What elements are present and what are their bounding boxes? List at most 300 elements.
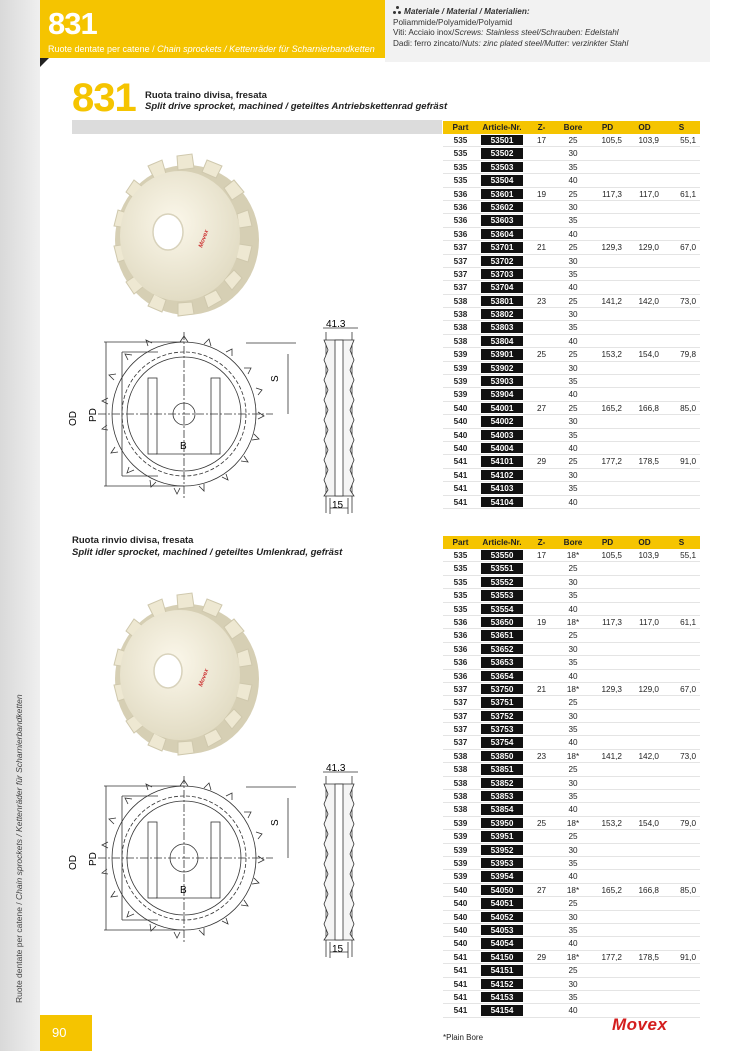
table-cell: 537	[453, 684, 468, 694]
table-cell	[589, 147, 626, 159]
table-row	[443, 603, 700, 616]
table-cell	[626, 777, 663, 789]
table-cell: 536	[453, 644, 468, 654]
table-row	[443, 201, 700, 214]
table-row	[443, 817, 700, 830]
table-cell: 25	[568, 698, 578, 708]
table-header-cell: OD	[638, 123, 651, 132]
table-cell	[626, 643, 663, 655]
table-cell: 25	[568, 832, 578, 842]
table-row	[443, 429, 700, 442]
table-cell: 537	[453, 725, 468, 735]
table-cell: 40	[568, 283, 578, 293]
table-cell	[526, 603, 557, 615]
section1-title-rest: Split drive sprocket, machined / geteiltes Antriebskettenrad gefräst	[145, 101, 448, 112]
table-cell	[663, 281, 700, 293]
article-number-cell: 54052	[481, 912, 523, 922]
table-cell	[526, 790, 557, 802]
table-row	[443, 496, 700, 509]
table-header-cell: Article-Nr.	[482, 123, 522, 132]
table-cell: 18*	[566, 551, 580, 560]
article-number-cell: 53602	[481, 202, 523, 212]
article-number-cell: 53804	[481, 336, 523, 346]
table-row	[443, 482, 700, 495]
table-cell: 536	[453, 189, 468, 199]
table-cell	[526, 964, 557, 976]
table-cell	[526, 321, 557, 333]
table-cell: 541	[453, 979, 468, 989]
table-cell	[589, 589, 626, 601]
article-number-cell: 53703	[481, 269, 523, 279]
table-cell: 117,3	[602, 617, 622, 627]
table-cell: 535	[453, 176, 468, 186]
table-cell: 541	[453, 470, 468, 480]
table-cell: 30	[568, 149, 578, 159]
table-cell	[526, 937, 557, 949]
table-cell	[589, 897, 626, 909]
materials-line-1: Poliammide/Polyamide/Polyamid	[393, 17, 513, 27]
table-cell: 18*	[566, 818, 580, 828]
table-cell	[663, 844, 700, 856]
table-row	[443, 683, 700, 696]
table-cell	[663, 857, 700, 869]
table-cell: 129,3	[601, 243, 622, 253]
table-cell	[663, 335, 700, 347]
table-row	[443, 643, 700, 656]
table-cell: 539	[453, 350, 468, 360]
table-cell: 536	[453, 216, 468, 226]
table-cell: 30	[568, 711, 578, 721]
article-number-cell: 53654	[481, 671, 523, 681]
table-cell	[626, 924, 663, 936]
table-cell	[589, 803, 626, 815]
article-number-cell: 53502	[481, 148, 523, 158]
table-header-cell: Bore	[563, 538, 583, 547]
table-cell	[589, 375, 626, 387]
table-cell	[589, 214, 626, 226]
table-cell: 538	[453, 336, 468, 346]
table-row	[443, 803, 700, 816]
article-number-cell: 54103	[481, 483, 523, 493]
table-cell	[626, 911, 663, 923]
table-cell	[626, 830, 663, 842]
idler-sprocket-table	[443, 536, 700, 1018]
materials-line-3	[393, 39, 702, 50]
table-row	[443, 375, 700, 388]
table-cell: 154,0	[638, 350, 659, 360]
table-cell	[589, 964, 626, 976]
table-row	[443, 161, 700, 174]
table-cell: 154,0	[638, 818, 659, 828]
table-cell: 540	[453, 430, 468, 440]
table-cell: 25	[536, 350, 547, 360]
table-row	[443, 348, 700, 361]
table-cell: 55,1	[680, 551, 696, 560]
table-cell: 538	[453, 751, 468, 761]
article-number-cell: 54050	[481, 885, 523, 895]
table-cell: 25	[568, 966, 578, 976]
table-cell: 40	[568, 738, 578, 748]
table-cell: 541	[453, 497, 468, 507]
table-cell	[526, 375, 557, 387]
table-cell	[589, 643, 626, 655]
sidebar-caption-rest: Chain sprockets / Kettenräder für Scharnierbandketten	[14, 694, 24, 900]
table-cell: 153,2	[601, 350, 622, 360]
table-row	[443, 736, 700, 749]
table-row	[443, 589, 700, 602]
table-cell	[663, 362, 700, 374]
article-number-cell: 53851	[481, 764, 523, 774]
section2-title-rest: Split idler sprocket, machined / geteiltes Umlenkrad, gefräst	[72, 547, 343, 558]
table-cell: 23	[536, 296, 547, 306]
article-number-cell: 54101	[481, 456, 523, 466]
table-cell: 25	[568, 564, 578, 574]
table-cell	[663, 964, 700, 976]
table-row	[443, 777, 700, 790]
table-cell	[589, 482, 626, 494]
table-cell	[626, 375, 663, 387]
table-cell	[626, 388, 663, 400]
table-row	[443, 214, 700, 227]
table-cell	[626, 442, 663, 454]
table-cell	[589, 496, 626, 508]
table-cell	[526, 978, 557, 990]
table-cell	[663, 790, 700, 802]
table-cell: 23	[536, 751, 547, 761]
table-cell	[526, 643, 557, 655]
article-number-cell: 53650	[481, 617, 523, 627]
table-header-cell: PD	[601, 123, 614, 132]
table-cell	[663, 255, 700, 267]
table-cell: 538	[453, 792, 468, 802]
table-cell: 535	[453, 136, 468, 145]
table-cell	[526, 562, 557, 574]
table-row	[443, 870, 700, 883]
table-row	[443, 897, 700, 910]
table-cell: 29	[536, 952, 547, 962]
table-cell: 539	[453, 390, 468, 400]
article-number-cell: 53852	[481, 778, 523, 788]
table-cell: 536	[453, 671, 468, 681]
drawing1-hub-label: 15	[332, 500, 344, 511]
table-cell	[663, 777, 700, 789]
table-row	[443, 562, 700, 575]
table-cell: 25	[568, 899, 578, 909]
table-cell: 91,0	[680, 952, 696, 962]
table-cell	[589, 228, 626, 240]
table-cell	[663, 469, 700, 481]
table-cell: 537	[453, 283, 468, 293]
table-cell: 537	[453, 738, 468, 748]
table-cell: 535	[453, 577, 468, 587]
table-cell	[663, 629, 700, 641]
table-cell: 25	[568, 189, 578, 199]
table-cell: 18*	[566, 885, 580, 895]
table-cell	[663, 830, 700, 842]
table-row	[443, 335, 700, 348]
article-number-cell: 53903	[481, 376, 523, 386]
table-cell: 541	[453, 1006, 468, 1016]
article-number-cell: 53853	[481, 791, 523, 801]
table-cell	[663, 415, 700, 427]
table-cell	[663, 937, 700, 949]
table-row	[443, 629, 700, 642]
table-cell: 537	[453, 243, 468, 253]
table-row	[443, 362, 700, 375]
table-cell	[663, 1004, 700, 1016]
table-row	[443, 616, 700, 629]
table-cell	[589, 255, 626, 267]
table-header-cell: Part	[452, 123, 469, 132]
table-row	[443, 415, 700, 428]
table-cell	[526, 147, 557, 159]
table-cell	[626, 201, 663, 213]
table-cell	[626, 964, 663, 976]
table-cell	[626, 321, 663, 333]
idler-sprocket-photo	[82, 587, 272, 762]
table-cell: 17	[536, 551, 547, 560]
table-cell	[626, 161, 663, 173]
table-cell	[663, 924, 700, 936]
table-cell: 538	[453, 323, 468, 333]
article-number-cell: 53954	[481, 871, 523, 881]
table-cell: 35	[568, 377, 578, 387]
table-cell	[526, 388, 557, 400]
table-cell: 30	[568, 845, 578, 855]
table-row	[443, 402, 700, 415]
svg-text:Movex: Movex	[198, 668, 211, 688]
page-number-box	[40, 1015, 92, 1051]
section1-title-it: Ruota traino divisa, fresata	[145, 90, 267, 101]
header-corner-mark	[40, 58, 49, 67]
article-number-cell: 54002	[481, 416, 523, 426]
drawing2-b-label: B	[180, 885, 187, 896]
article-number-cell: 53902	[481, 363, 523, 373]
table-cell	[589, 911, 626, 923]
table-cell	[526, 469, 557, 481]
table-row	[443, 790, 700, 803]
table-cell	[663, 803, 700, 815]
table-cell	[626, 991, 663, 1003]
table-cell	[589, 844, 626, 856]
table-row	[443, 188, 700, 201]
table-cell: 541	[453, 457, 468, 467]
table-cell	[526, 656, 557, 668]
table-cell	[663, 723, 700, 735]
article-number-cell: 54152	[481, 979, 523, 989]
table-cell	[526, 777, 557, 789]
table-cell	[626, 696, 663, 708]
table-cell	[626, 214, 663, 226]
table-cell: 40	[568, 872, 578, 882]
table-cell: 141,2	[601, 751, 622, 761]
table-cell: 536	[453, 617, 468, 627]
table-cell	[626, 228, 663, 240]
table-header-cell: Article-Nr.	[482, 538, 522, 547]
table-cell	[589, 763, 626, 775]
table-cell: 35	[568, 591, 578, 601]
article-number-cell: 53751	[481, 697, 523, 707]
table-cell	[626, 629, 663, 641]
table-cell: 35	[568, 992, 578, 1002]
table-cell: 538	[453, 778, 468, 788]
materials-line-2	[393, 28, 702, 39]
table-cell: 67,0	[680, 684, 696, 694]
table-cell	[526, 589, 557, 601]
drawing1-b-label: B	[180, 441, 187, 452]
article-number-cell: 54150	[481, 952, 523, 962]
article-number-cell: 53702	[481, 256, 523, 266]
table-cell: 117,3	[602, 189, 622, 199]
article-number-cell: 53951	[481, 831, 523, 841]
article-number-cell: 54051	[481, 898, 523, 908]
table-row	[443, 857, 700, 870]
table-cell	[589, 790, 626, 802]
article-number-cell: 53701	[481, 242, 523, 252]
table-cell: 535	[453, 604, 468, 614]
table-row	[443, 991, 700, 1004]
table-cell	[663, 442, 700, 454]
table-cell	[663, 991, 700, 1003]
plain-bore-note: *Plain Bore	[443, 1033, 484, 1042]
article-number-cell: 53952	[481, 845, 523, 855]
table-cell	[626, 496, 663, 508]
table-cell: 142,0	[638, 751, 659, 761]
table-cell: 35	[568, 162, 578, 172]
table-row	[443, 576, 700, 589]
table-cell	[526, 214, 557, 226]
table-cell: 178,5	[638, 952, 659, 962]
table-cell	[589, 870, 626, 882]
table-row	[443, 255, 700, 268]
table-cell	[589, 670, 626, 682]
table-cell	[626, 803, 663, 815]
article-number-cell: 54003	[481, 430, 523, 440]
table-header-cell: S	[678, 538, 685, 547]
section-number: 831	[72, 76, 136, 120]
table-cell	[589, 978, 626, 990]
table-cell	[526, 911, 557, 923]
table-cell	[663, 214, 700, 226]
table-cell	[526, 857, 557, 869]
table-cell	[626, 429, 663, 441]
table-cell: 540	[453, 925, 468, 935]
table-cell	[626, 844, 663, 856]
table-cell	[526, 670, 557, 682]
table-cell	[589, 321, 626, 333]
table-cell	[663, 562, 700, 574]
article-number-cell: 54004	[481, 443, 523, 453]
table-cell	[526, 763, 557, 775]
table-cell: 25	[568, 457, 578, 467]
table-cell	[589, 308, 626, 320]
table-cell	[663, 496, 700, 508]
table-cell: 19	[536, 617, 547, 627]
article-number-cell: 53601	[481, 189, 523, 199]
table-cell	[626, 562, 663, 574]
article-number-cell: 53553	[481, 590, 523, 600]
table-cell	[526, 255, 557, 267]
table-cell	[626, 857, 663, 869]
table-cell	[626, 897, 663, 909]
drawing2-hub-label: 15	[332, 944, 344, 955]
table-cell	[526, 362, 557, 374]
table-cell: 129,0	[638, 243, 659, 253]
table-row	[443, 696, 700, 709]
table-header-cell: Part	[452, 538, 469, 547]
table-cell	[663, 375, 700, 387]
table-header-row	[443, 121, 700, 134]
table-cell: 35	[568, 925, 578, 935]
drawing1-pd-label: PD	[88, 408, 99, 422]
table-cell	[663, 308, 700, 320]
table-cell	[663, 589, 700, 601]
table-cell: 535	[453, 149, 468, 159]
table-row	[443, 670, 700, 683]
table-cell: 79,0	[680, 818, 696, 828]
table-cell: 537	[453, 711, 468, 721]
table-cell: 29	[536, 457, 547, 467]
svg-text:Movex: Movex	[198, 229, 211, 249]
table-cell: 541	[453, 966, 468, 976]
table-cell	[663, 429, 700, 441]
table-cell	[526, 415, 557, 427]
table-cell	[663, 161, 700, 173]
table-row	[443, 951, 700, 964]
table-row	[443, 241, 700, 254]
table-cell: 535	[453, 551, 468, 560]
materials-line-3-it: Dadi: ferro zincato/	[393, 38, 462, 48]
table-cell	[526, 870, 557, 882]
table-row	[443, 978, 700, 991]
table-cell	[626, 790, 663, 802]
table-cell	[663, 911, 700, 923]
table-cell: 79,8	[680, 350, 696, 360]
table-row	[443, 295, 700, 308]
table-cell	[526, 161, 557, 173]
table-row	[443, 884, 700, 897]
table-cell: 540	[453, 443, 468, 453]
table-cell	[526, 924, 557, 936]
table-cell: 30	[568, 363, 578, 373]
table-cell	[589, 629, 626, 641]
table-cell	[626, 763, 663, 775]
header-subtitle	[48, 44, 375, 54]
table-row	[443, 924, 700, 937]
table-cell	[663, 710, 700, 722]
table-cell: 30	[568, 256, 578, 266]
table-cell: 535	[453, 591, 468, 601]
drive-sprocket-table	[443, 121, 700, 509]
table-cell: 25	[568, 350, 578, 360]
article-number-cell: 54104	[481, 497, 523, 507]
table-row	[443, 281, 700, 294]
table-row	[443, 268, 700, 281]
table-row	[443, 308, 700, 321]
table-cell: 25	[536, 818, 547, 828]
table-cell	[626, 335, 663, 347]
article-number-cell: 53901	[481, 349, 523, 359]
table-cell: 540	[453, 885, 468, 895]
article-number-cell: 53501	[481, 135, 523, 145]
table-cell	[626, 362, 663, 374]
table-cell	[626, 978, 663, 990]
table-cell: 30	[568, 310, 578, 320]
table-cell	[526, 844, 557, 856]
table-cell	[663, 643, 700, 655]
drive-sprocket-photo	[82, 148, 272, 323]
table-cell: 25	[568, 631, 578, 641]
